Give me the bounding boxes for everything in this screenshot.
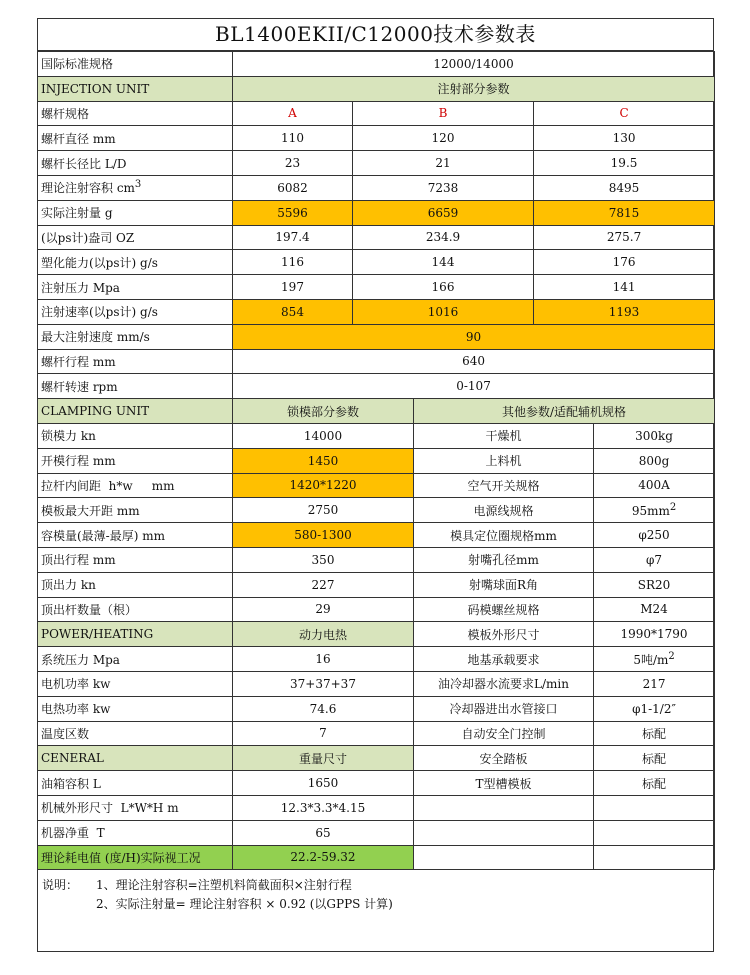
cell-value: B [353,101,534,126]
table-row [38,523,715,548]
cell-value: 8495 [534,175,715,200]
table-row [38,597,715,622]
row-label: 拉杆内间距 h*w mm [38,473,233,498]
cell-value: 6082 [233,175,353,200]
empty-cell [594,795,715,820]
aux-label: 干燥机 [414,423,594,448]
aux-label: 地基承载要求 [414,647,594,672]
table-row [38,547,715,572]
table-row [38,200,715,225]
aux-value-text: 95mm [631,504,670,519]
aux-value [594,498,715,523]
aux-value: 标配 [594,771,715,796]
cell-value: 5596 [233,200,353,225]
aux-value: 标配 [594,746,715,771]
row-label: 螺杆直径 mm [38,126,233,151]
row-label [38,175,233,200]
cell-value: 12000/14000 [233,52,715,77]
cell-value: A [233,101,353,126]
note-line [38,876,713,895]
aux-value: 1990*1790 [594,622,715,647]
cell-value: 1016 [353,299,534,324]
cell-value: 65 [233,820,414,845]
cell-value: 90 [233,324,715,349]
aux-label: T型槽模板 [414,771,594,796]
cell-value: 640 [233,349,715,374]
aux-label: 射嘴球面R角 [414,572,594,597]
row-label: 锁模力 kn [38,423,233,448]
aux-value: φ250 [594,523,715,548]
cell-value: 74.6 [233,696,414,721]
aux-value: 217 [594,671,715,696]
cell-value: 141 [534,275,715,300]
cell-value: 110 [233,126,353,151]
table-row [38,795,715,820]
row-label: 顶出力 kn [38,572,233,597]
aux-label: 码模螺丝规格 [414,597,594,622]
empty-cell [594,820,715,845]
table-row [38,820,715,845]
row-label: 螺杆规格 [38,101,233,126]
table-row [38,473,715,498]
table-row [38,771,715,796]
aux-value-text: 5吨/m [633,652,669,667]
note-line [38,895,713,914]
row-label: 螺杆长径比 L/D [38,151,233,176]
cell-value: 19.5 [534,151,715,176]
spec-table [37,51,715,870]
row-label: 电机功率 kw [38,671,233,696]
section-header-general [38,746,715,771]
row-label: 容模量(最薄-最厚) mm [38,523,233,548]
row-label: 温度区数 [38,721,233,746]
cell-value: 197.4 [233,225,353,250]
cell-value: 7815 [534,200,715,225]
aux-label: 射嘴孔径mm [414,547,594,572]
aux-label: 油冷却器水流要求L/min [414,671,594,696]
section-title: 注射部分参数 [233,76,715,101]
cell-value: 130 [534,126,715,151]
cell-value: 2750 [233,498,414,523]
table-row [38,52,715,77]
row-label: 顶出行程 mm [38,547,233,572]
table-row [38,175,715,200]
section-header-injection [38,76,715,101]
cell-value: 1650 [233,771,414,796]
aux-value: φ1-1/2″ [594,696,715,721]
aux-value: 400A [594,473,715,498]
empty-cell [414,845,594,870]
cell-value: 176 [534,250,715,275]
notes-lead: 说明： [42,878,79,892]
table-row [38,498,715,523]
table-row [38,225,715,250]
table-row [38,275,715,300]
empty-cell [414,820,594,845]
cell-value: 166 [353,275,534,300]
empty-cell [594,845,715,870]
row-label: 实际注射量 g [38,200,233,225]
aux-value: 标配 [594,721,715,746]
cell-value: 350 [233,547,414,572]
cell-value: 7238 [353,175,534,200]
table-row [38,101,715,126]
table-row [38,647,715,672]
row-label-text: 理论注射容积 cm [41,181,135,196]
section-label: CLAMPING UNIT [38,399,233,424]
aux-label: 模板外形尺寸 [414,622,594,647]
notes-section [38,876,713,914]
aux-value: 300kg [594,423,715,448]
table-row [38,845,715,870]
section-label: INJECTION UNIT [38,76,233,101]
note-text: 2、实际注射量= 理论注射容积 × 0.92 (以GPPS 计算) [96,897,393,911]
aux-label: 安全踏板 [414,746,594,771]
aux-value: 800g [594,448,715,473]
table-row [38,151,715,176]
section-header-power [38,622,715,647]
row-label: 系统压力 Mpa [38,647,233,672]
cell-value: C [534,101,715,126]
section-title: 锁模部分参数 [233,399,414,424]
cell-value: 854 [233,299,353,324]
cell-value: 12.3*3.3*4.15 [233,795,414,820]
cell-value: 144 [353,250,534,275]
table-row [38,299,715,324]
section-label: POWER/HEATING [38,622,233,647]
superscript: 3 [134,179,142,191]
aux-label: 冷却器进出水管接口 [414,696,594,721]
table-row [38,250,715,275]
table-row [38,126,715,151]
notes-indent [38,895,96,914]
aux-value: M24 [594,597,715,622]
aux-label: 上料机 [414,448,594,473]
cell-value: 197 [233,275,353,300]
row-label: 最大注射速度 mm/s [38,324,233,349]
cell-value: 21 [353,151,534,176]
cell-value: 14000 [233,423,414,448]
empty-cell [414,795,594,820]
cell-value: 1193 [534,299,715,324]
row-label: 国际标准规格 [38,52,233,77]
row-label: 顶出杆数量（根） [38,597,233,622]
spec-sheet [37,18,714,952]
row-label: 塑化能力(以ps计) g/s [38,250,233,275]
row-label: 注射压力 Mpa [38,275,233,300]
row-label: 理论耗电值 (度/H)实际视工况 [38,845,233,870]
aux-label: 自动安全门控制 [414,721,594,746]
section-title: 其他参数/适配辅机规格 [414,399,715,424]
cell-value: 580-1300 [233,523,414,548]
row-label: 螺杆转速 rpm [38,374,233,399]
cell-value: 6659 [353,200,534,225]
cell-value: 23 [233,151,353,176]
cell-value: 0-107 [233,374,715,399]
row-label: 电热功率 kw [38,696,233,721]
cell-value: 275.7 [534,225,715,250]
cell-value: 16 [233,647,414,672]
cell-value: 116 [233,250,353,275]
table-row [38,423,715,448]
row-label: 模板最大开距 mm [38,498,233,523]
superscript: 2 [669,502,677,514]
row-label: 螺杆行程 mm [38,349,233,374]
row-label: 机器净重 T [38,820,233,845]
section-title: 重量尺寸 [233,746,414,771]
row-label: (以ps计)盎司 OZ [38,225,233,250]
cell-value: 29 [233,597,414,622]
section-label: CENERAL [38,746,233,771]
row-label: 机械外形尺寸 L*W*H m [38,795,233,820]
row-label: 注射速率(以ps计) g/s [38,299,233,324]
aux-value: φ7 [594,547,715,572]
row-label: 油箱容积 L [38,771,233,796]
cell-value: 234.9 [353,225,534,250]
section-header-clamping [38,399,715,424]
aux-value: SR20 [594,572,715,597]
cell-value: 7 [233,721,414,746]
table-row [38,349,715,374]
cell-value: 22.2-59.32 [233,845,414,870]
table-row [38,671,715,696]
cell-value: 37+37+37 [233,671,414,696]
note-text: 1、理论注射容积=注塑机料筒截面积×注射行程 [96,878,352,892]
table-row [38,448,715,473]
sheet-title: BL1400EKII/C12000技术参数表 [38,19,713,51]
section-title: 动力电热 [233,622,414,647]
aux-label: 空气开关规格 [414,473,594,498]
cell-value: 120 [353,126,534,151]
cell-value: 227 [233,572,414,597]
aux-label: 电源线规格 [414,498,594,523]
table-row [38,696,715,721]
aux-value [594,647,715,672]
table-row [38,374,715,399]
table-row [38,324,715,349]
table-row [38,572,715,597]
cell-value: 1420*1220 [233,473,414,498]
cell-value: 1450 [233,448,414,473]
superscript: 2 [668,650,675,662]
table-row [38,721,715,746]
row-label: 开模行程 mm [38,448,233,473]
aux-label: 模具定位圈规格mm [414,523,594,548]
